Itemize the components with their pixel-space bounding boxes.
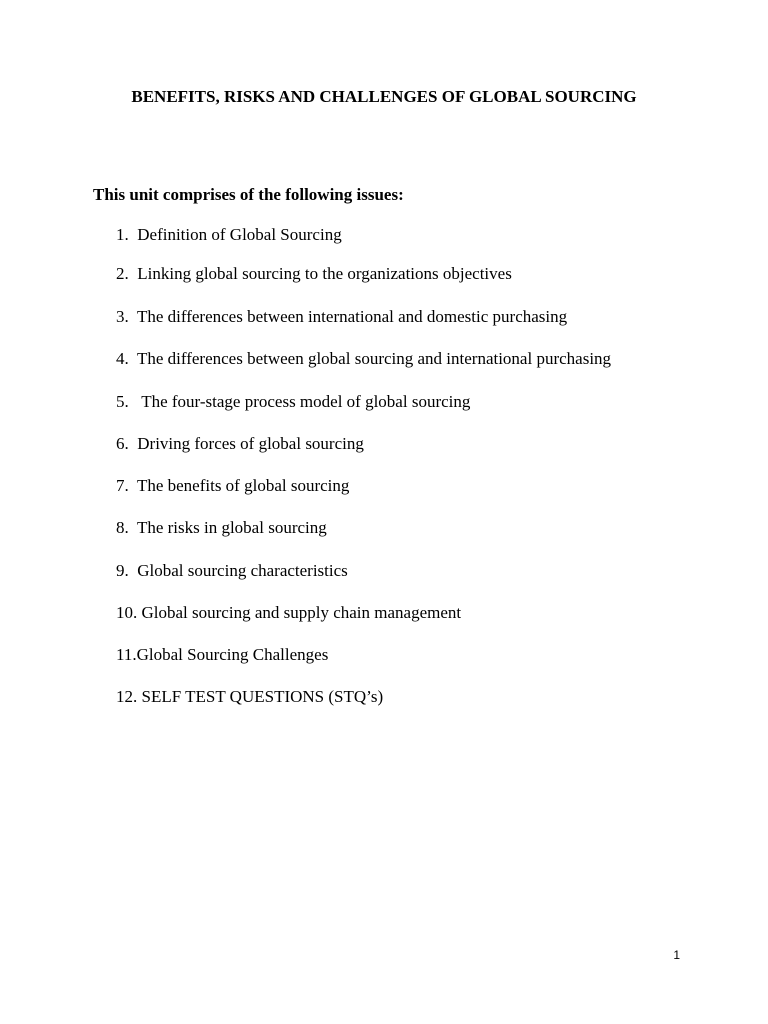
page-number: 1 <box>673 948 680 962</box>
list-item: 7. The benefits of global sourcing <box>116 476 350 495</box>
list-item: 10. Global sourcing and supply chain management <box>116 603 462 622</box>
document-title: BENEFITS, RISKS AND CHALLENGES OF GLOBAL SOURCING <box>131 87 637 106</box>
list-item: 1. Definition of Global Sourcing <box>116 225 342 244</box>
list-item: 11.Global Sourcing Challenges <box>116 645 329 664</box>
list-item: 8. The risks in global sourcing <box>116 518 327 537</box>
list-item: 6. Driving forces of global sourcing <box>116 434 364 453</box>
list-item: 3. The differences between international and domestic purchasing <box>116 307 568 326</box>
list-item: 2. Linking global sourcing to the organizations objectives <box>116 264 512 283</box>
list-item: 5. The four-stage process model of global sourcing <box>116 392 471 411</box>
unit-intro: This unit comprises of the following issues: <box>93 185 404 204</box>
list-item: 4. The differences between global sourcing and international purchasing <box>116 349 612 368</box>
list-item: 12. SELF TEST QUESTIONS (STQ’s) <box>116 687 384 706</box>
list-item: 9. Global sourcing characteristics <box>116 561 348 580</box>
